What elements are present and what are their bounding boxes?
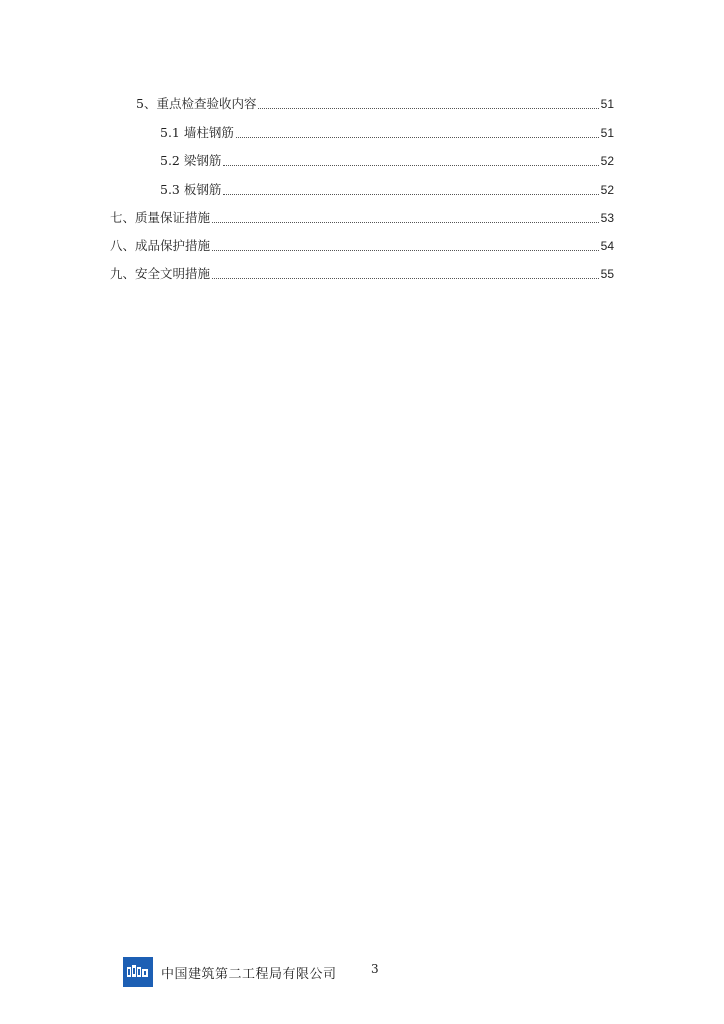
toc-entry-page: 55 [600,267,614,281]
toc-entry-7[interactable] [110,206,614,226]
toc-entry-5[interactable] [136,92,614,112]
cscec-logo-mark [127,965,149,979]
cscec-logo-icon [123,957,153,987]
company-name: 中国建筑第二工程局有限公司 [161,966,337,982]
toc-entry-title: 5.3 板钢筋 [160,182,222,197]
toc-entry-page: 51 [600,126,614,140]
toc-leader-dots [212,221,599,223]
toc-entry-5-2[interactable] [160,149,614,169]
toc-leader-dots [223,164,598,166]
toc-entry-5-3[interactable] [160,178,614,198]
toc-entry-page: 51 [600,97,614,111]
toc-entry-title: 5.1 墙柱钢筋 [160,125,234,140]
toc-entry-page: 53 [600,211,614,225]
toc-leader-dots [212,249,599,251]
toc-leader-dots [223,193,598,195]
toc-leader-dots [236,136,599,138]
toc-entry-5-1[interactable] [160,121,614,141]
toc-entry-title: 七、质量保证措施 [110,210,211,225]
toc-entry-9[interactable] [110,262,614,282]
toc-entry-title: 5.2 梁钢筋 [160,153,222,168]
toc-leader-dots [258,107,598,109]
toc-entry-title: 八、成品保护措施 [110,238,211,253]
toc-entry-page: 54 [600,239,614,253]
page-footer [123,956,337,988]
toc-entry-page: 52 [600,183,614,197]
toc-entry-8[interactable] [110,234,614,254]
toc-entry-page: 52 [600,154,614,168]
toc-entry-title: 九、安全文明措施 [110,266,211,281]
page-number: 3 [371,962,379,976]
toc-entry-title: 5、重点检查验收内容 [136,96,257,111]
toc-leader-dots [212,277,599,279]
